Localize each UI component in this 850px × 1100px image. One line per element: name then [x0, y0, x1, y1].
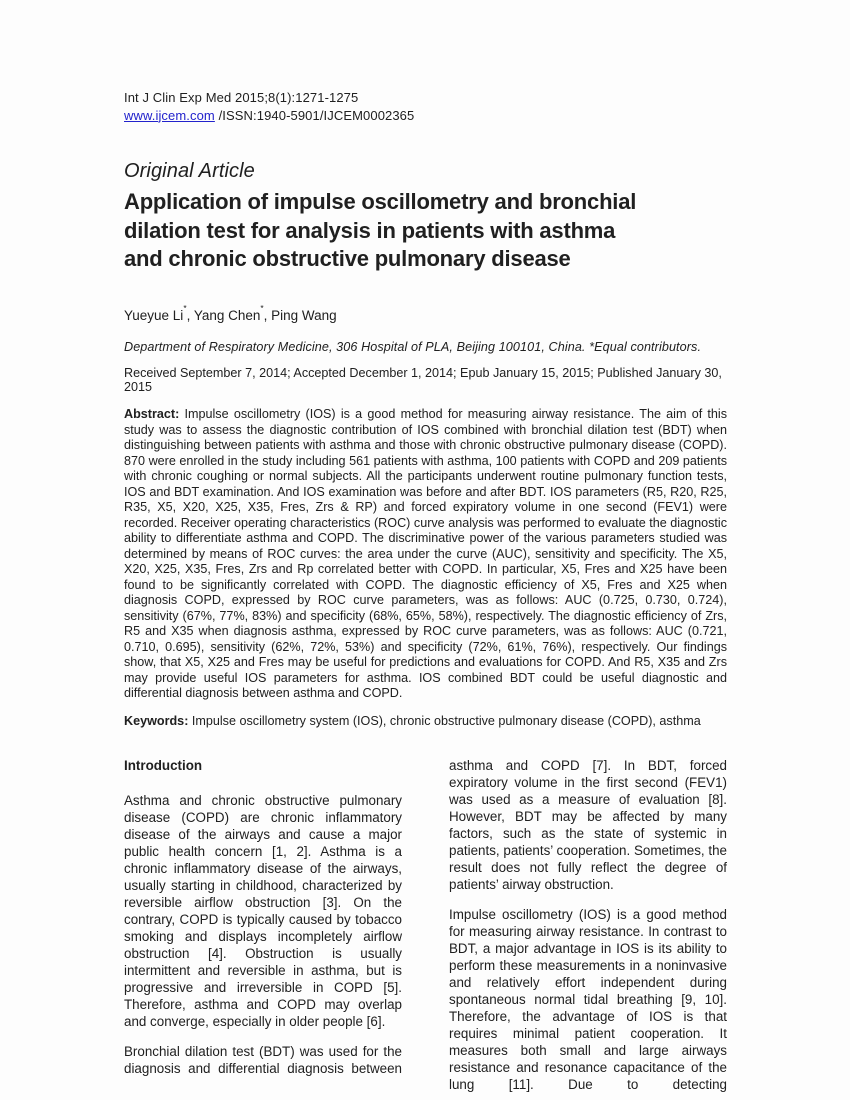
keywords-text: Impulse oscillometry system (IOS), chronic obstructive pulmonary disease (COPD), asthma [191, 713, 701, 728]
author-mark: * [260, 302, 264, 313]
paragraph: asthma and COPD [7]. In BDT, forced expiratory volume in the first second (FEV1) was used as a measure of evaluation [8]. However, BDT may be affected by many factors, such as the state of systemic in patients, patients’ cooperation. Sometimes, the result does not fully reflect the degree of patients’ airway obstruction. [449, 757, 727, 892]
author-mark: * [183, 302, 187, 313]
article-title-line: Application of impulse oscillometry and bronchial [124, 189, 637, 214]
keywords [124, 714, 727, 728]
column-left [124, 757, 402, 1100]
author [264, 308, 337, 323]
publication-dates-line: Received September 7, 2014; Accepted December 1, 2014; Epub January 15, 2015; Published January 30, 2015 [124, 366, 722, 394]
journal-header [124, 89, 727, 124]
paragraph: Bronchial dilation test (BDT) was used for the diagnosis and differential diagnosis between [124, 1043, 402, 1076]
issn-text: /ISSN:1940-5901/IJCEM0002365 [214, 107, 415, 123]
article-title-line: dilation test for analysis in patients with asthma [124, 217, 616, 243]
paragraph: Asthma and chronic obstructive pulmonary disease (COPD) are chronic inflammatory disease of the airways and cause a major public health concern [1, 2]. Asthma is a chronic inflammatory disease of the airways, usually starting in childhood, characterized by reversible airflow obstruction [3]. On the contrary, COPD is typically caused by tobacco smoking and displays incompletely airflow obstruction [4]. Obstruction is usually intermittent and reversible in asthma, but is progressive and irreversible in COPD [5]. Therefore, asthma and COPD may overlap and converge, especially in older people [6]. [124, 792, 402, 1029]
author-name: , Ping Wang [263, 308, 337, 323]
article-title [124, 188, 727, 274]
author [124, 302, 187, 323]
abstract [124, 407, 727, 702]
affiliation-line [124, 340, 727, 354]
author-name: , Yang Chen [186, 308, 261, 323]
affiliation-text: Department of Respiratory Medicine, 306 Hospital of PLA, Beijing 100101, China. [124, 340, 590, 354]
article-type-label: Original Article [124, 160, 255, 182]
keywords-label: Keywords: [124, 713, 192, 728]
section-heading-introduction: Introduction [124, 757, 203, 773]
byline [124, 302, 727, 324]
column-right [449, 757, 727, 1100]
journal-citation-line: Int J Clin Exp Med 2015;8(1):1271-1275 [124, 90, 359, 105]
author [186, 302, 264, 323]
author-name: Yueyue Li [124, 308, 184, 323]
abstract-text: Impulse oscillometry (IOS) is a good method for measuring airway resistance. The aim of this study was to assess the diagnostic contribution of IOS combined with bronchial dilation test (BDT) when distinguishing between patients with asthma and those with chronic obstructive pulmonary disease (COPD). 870 were enrolled in the study including 561 patients with asthma, 100 patients with COPD and 209 patients with chronic coughing or normal subjects. All the participants underwent routine pulmonary function tests, IOS and BDT examination. And IOS examination was before and after BDT. IOS parameters (R5, R20, R25, R35, X5, X20, X25, X35, Fres, Zrs & RP) and forced expiratory volume in one second (FEV1) were recorded. Receiver operating characteristics (ROC) curve analysis was performed to evaluate the diagnostic ability to differentiate asthma and COPD. The discriminative power of the various parameters studied was determined by means of ROC curves: the area under the curve (AUC), sensitivity and specificity. The X5, X20, X25, X35, Fres, Zrs and Rp correlated better with COPD. In particular, X5, Fres and X25 have been found to be significantly correlated with COPD. The diagnostic efficiency of X5, Fres and X25 when diagnosis COPD, expressed by ROC curve parameters, was as follows: AUC (0.725, 0.730, 0.724), sensitivity (67%, 77%, 83%) and specificity (68%, 65%, 58%), respectively. The diagnostic efficiency of Zrs, R5 and X35 when diagnosis asthma, expressed by ROC curve parameters, was as follows: AUC (0.721, 0.710, 0.695), sensitivity (62%, 72%, 53%) and specificity (72%, 61%, 76%), respectively. Our findings show, that X5, X25 and Fres may be useful for predictions and evaluations for COPD. And R5, X35 and Zrs may provide useful IOS parameters for asthma. IOS combined BDT could be useful diagnostic and differential diagnosis between asthma and COPD. [124, 407, 728, 700]
paragraph: Impulse oscillometry (IOS) is a good method for measuring airway resistance. In contrast to BDT, a major advantage in IOS is its ability to perform these measurements in a noninvasive and relatively effort independent during spontaneous normal tidal breathing [9, 10]. Therefore, the advantage of IOS is that requires minimal patient cooperation. It measures both small and large airways resistance and resonance capacitance of the lung [11]. Due to detecting [449, 906, 727, 1092]
article-title-line: and chronic obstructive pulmonary disease [124, 246, 571, 271]
body-columns [124, 757, 727, 1100]
equal-contributors-note: *Equal contributors. [589, 340, 702, 354]
journal-website-link[interactable]: www.ijcem.com [124, 107, 215, 123]
abstract-label: Abstract: [124, 407, 185, 421]
journal-url-line [124, 107, 727, 125]
